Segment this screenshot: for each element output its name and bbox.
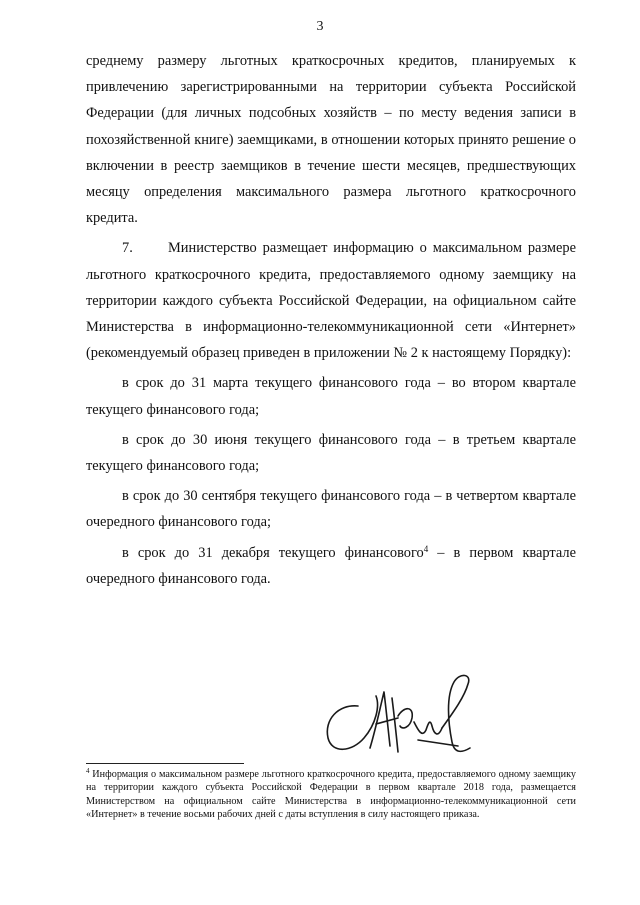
paragraph-item-7 [86, 235, 576, 366]
deadline-item-september: в срок до 30 сентября текущего финансового года – в четвертом квартале очередного финансового года; [86, 488, 576, 531]
footnote-text: Информация о максимальном размере льготного краткосрочного кредита, предоставляемого одному заемщику на территории каждого субъекта Российской Федерации в первом квартале 2018 года, размещается Министерством на официальном сайте Министерства в информационно-телекоммуникационной сети «Интернет» в течение восьми рабочих дней с даты вступления в силу настоящего приказа. [86, 769, 576, 821]
footnote-marker: 4 [86, 767, 90, 775]
page-number: 3 [316, 19, 324, 34]
paragraph-continuation: среднему размеру льготных краткосрочных кредитов, планируемых к привлечению зарегистрированными на территории субъекта Российской Федерации (для личных подсобных хозяйств – по месту ведения записи в похозяйственной книге) заемщиками, в отношении которых принято решение о включении в реестр заемщиков в течение шести месяцев, предшествующих месяцу определения максимального размера льготного краткосрочного кредита. [86, 53, 576, 227]
deadline-item-june: в срок до 30 июня текущего финансового года – в третьем квартале текущего финансового года; [86, 431, 576, 475]
paragraph-text: Министерство размещает информацию о максимальном размере льготного краткосрочного кредита, предоставляемого одному заемщику на территории каждого субъекта Российской Федерации, на официальном сайте Министерства в информационно-телекоммуникационной сети «Интернет» (рекомендуемый образец приведен в приложении № 2 к настоящему Порядку): [86, 240, 576, 362]
paragraph-number: 7. [122, 240, 133, 257]
deadline-text-end: – в первом квартале очередного финансового года. [86, 544, 576, 587]
deadline-item-december [86, 540, 576, 592]
footnote-reference: 4 [423, 543, 429, 554]
deadline-item-march: в срок до 31 марта текущего финансового года – во втором квартале текущего финансового года; [86, 375, 576, 418]
body-text [86, 48, 576, 592]
signature [318, 668, 478, 760]
deadline-text-start: в срок до 31 декабря текущего финансового [122, 544, 424, 561]
footnote [86, 768, 576, 822]
footnote-divider [86, 763, 244, 764]
